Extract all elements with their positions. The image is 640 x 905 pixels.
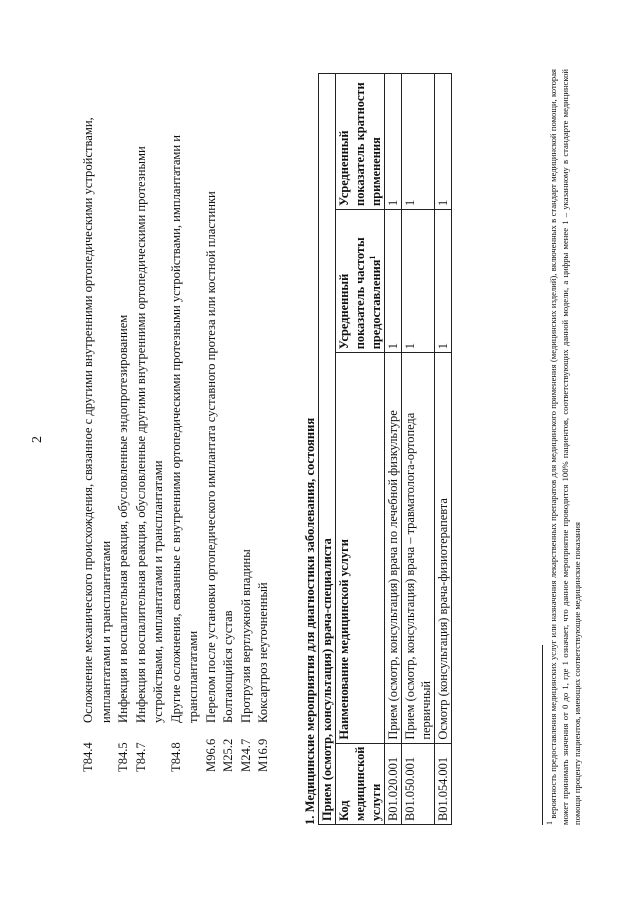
diagnosis-code: M24.7 [238,738,253,772]
diagnosis-code: T84.7 [133,742,148,772]
service-frequency: 1 [435,209,452,352]
diagnosis-text: Перелом после установки ортопедического имплантата суставного протеза или костной пластинки [203,191,218,723]
table-header-row [336,74,385,825]
diagnosis-item [238,102,256,772]
diagnosis-text: Инфекция и воспалительная реакция, обусловленные другими внутренними ортопедическими протезными устройствами, имплантатами и трансплантатами [133,146,165,723]
header-name: Наименование медицинской услуги [336,353,385,743]
table-row [402,74,435,825]
footnote [547,69,583,825]
diagnosis-text: Инфекция и воспалительная реакция, обусловленные эндопротезированием [116,314,130,723]
diagnosis-text: Другие осложнения, связанные с внутренними ортопедическими протезными устройствами, имплантатами и трансплантатами [168,134,200,723]
footnote-ref: 1 [367,255,377,260]
service-name: Прием (осмотр, консультация) врача – травматолога-ортопеда первичный [402,353,435,743]
service-frequency: 1 [402,209,435,352]
diagnosis-item [80,102,115,772]
header-multiplicity: Усредненный показатель кратности применения [336,74,385,210]
medical-services-table [318,73,452,825]
service-frequency: 1 [385,209,402,352]
service-code: B01.050.001 [402,743,435,824]
diagnosis-text: Протрузия вертлужной впадины [238,549,253,723]
header-code: Код медицинской услуги [336,743,385,824]
footnote-text: вероятность предоставления медицинских услуг или назначения лекарственных препаратов для медицинского применения (медицинских изделий), включенных в стандарт медицинской помощи, которая может принимать значения от 0 до 1, где 1 означает, что данное мероприятие проводится 100% пациентов, соответствующих данной модели, а цифры менее 1 – указанному в стандарте медицинской помощи проценту пациентов, имеющих соответствующие медицинские показания [548,69,582,825]
diagnosis-text: Болтающийся сустав [221,610,235,723]
footnote-marker: 1 [545,821,555,825]
diagnosis-code: T84.5 [116,742,130,772]
page-number: 2 [30,436,45,443]
diagnosis-item [220,102,238,772]
table-group-row [319,74,336,825]
header-frequency-text: Усредненный показатель частоты предоставления [337,237,383,350]
diagnosis-item [115,102,133,772]
diagnosis-item [203,102,221,772]
table-group-label: Прием (осмотр, консультация) врача-специалиста [319,74,336,825]
diagnosis-code: M16.9 [256,738,270,772]
header-frequency [336,209,385,352]
service-code: B01.020.001 [385,743,402,824]
diagnosis-item [133,102,168,772]
footnote-separator [542,645,543,825]
service-name: Прием (осмотр, консультация) врача по лечебной физкультуре [385,353,402,743]
diagnosis-text: Осложнение механического происхождения, связанное с другими внутренними ортопедическими устройствами, имплантатами и трансплантатами [81,117,113,723]
service-multiplicity: 1 [385,74,402,210]
diagnosis-text: Коксартроз неуточненный [256,582,270,723]
diagnosis-code: M96.6 [203,738,218,772]
diagnosis-item [255,102,273,772]
service-name: Осмотр (консультация) врача-физиотерапевта [435,353,452,743]
table-row [435,74,452,825]
diagnosis-code: T84.8 [168,742,183,772]
diagnosis-code-list [80,102,273,772]
diagnosis-code: T84.4 [81,742,95,772]
service-multiplicity: 1 [435,74,452,210]
diagnosis-code: M25.2 [221,738,235,772]
section-title: 1. Медицинские мероприятия для диагностики заболевания, состояния [303,417,317,825]
table-row [385,74,402,825]
service-code: B01.054.001 [435,743,452,824]
diagnosis-item [168,102,203,772]
service-multiplicity: 1 [402,74,435,210]
